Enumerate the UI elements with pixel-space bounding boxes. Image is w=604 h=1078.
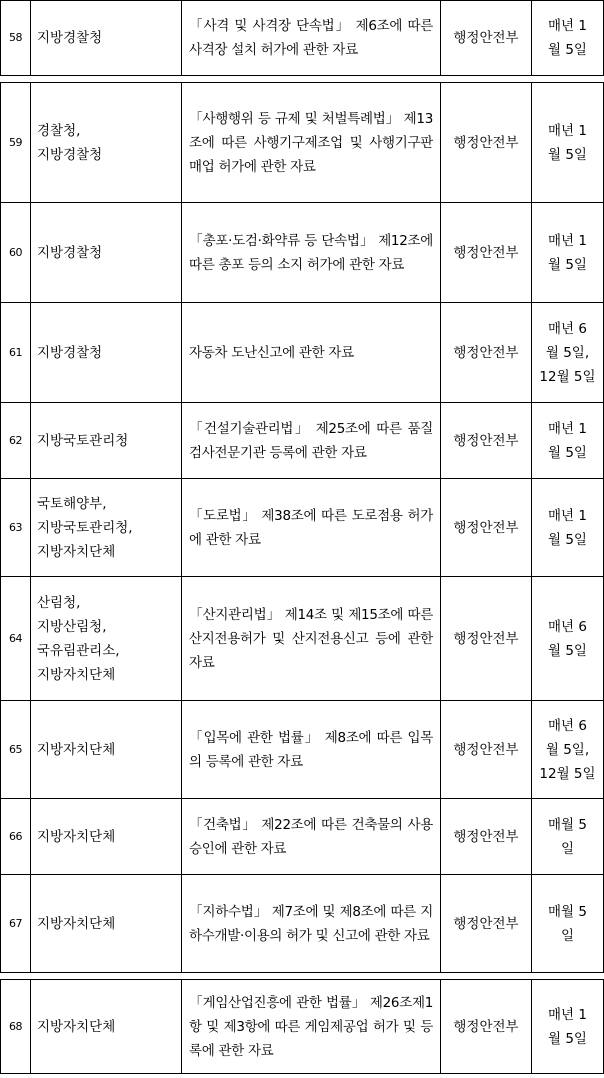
schedule-cell: 매년 1 월 5일 <box>532 403 604 479</box>
row-number: 64 <box>1 577 31 701</box>
content-cell: 「입목에 관한 법률」 제8조에 따른 입목의 등록에 관한 자료 <box>182 701 441 799</box>
agency-cell: 산림청, 지방산림청, 국유림관리소, 지방자치단체 <box>31 577 182 701</box>
table-row <box>1 303 604 403</box>
row-number: 62 <box>1 403 31 479</box>
table-row <box>1 980 604 1074</box>
schedule-cell: 매년 1 월 5일 <box>532 479 604 577</box>
schedule-cell: 매년 6 월 5일 <box>532 577 604 701</box>
row-number: 66 <box>1 799 31 875</box>
department-cell: 행정안전부 <box>441 203 532 303</box>
department-cell: 행정안전부 <box>441 303 532 403</box>
row-number: 63 <box>1 479 31 577</box>
schedule-cell: 매년 1 월 5일 <box>532 203 604 303</box>
table-row <box>1 203 604 303</box>
table-row <box>1 83 604 203</box>
content-cell: 「게임산업진흥에 관한 법률」 제26조제1항 및 제3항에 따른 게임제공업 허가 및 등록에 관한 자료 <box>182 980 441 1074</box>
content-cell: 자동차 도난신고에 관한 자료 <box>182 303 441 403</box>
content-cell: 「산지관리법」 제14조 및 제15조에 따른 산지전용허가 및 산지전용신고 등에 관한 자료 <box>182 577 441 701</box>
department-cell: 행정안전부 <box>441 403 532 479</box>
content-cell: 「사행행위 등 규제 및 처벌특례법」 제13조에 따른 사행기구제조업 및 사행기구판매업 허가에 관한 자료 <box>182 83 441 203</box>
schedule-cell: 매년 1 월 5일 <box>532 980 604 1074</box>
page-gap <box>1 76 604 83</box>
schedule-cell: 매년 1 월 5일 <box>532 1 604 76</box>
content-cell: 「도로법」 제38조에 따른 도로점용 허가에 관한 자료 <box>182 479 441 577</box>
schedule-cell: 매월 5 일 <box>532 875 604 973</box>
agency-cell: 지방경찰청 <box>31 1 182 76</box>
row-number: 61 <box>1 303 31 403</box>
schedule-cell: 매월 5 일 <box>532 799 604 875</box>
content-cell: 「지하수법」 제7조에 및 제8조에 따른 지하수개발·이용의 허가 및 신고에 관한 자료 <box>182 875 441 973</box>
table-row <box>1 875 604 973</box>
row-number: 65 <box>1 701 31 799</box>
row-number: 68 <box>1 980 31 1074</box>
department-cell: 행정안전부 <box>441 1 532 76</box>
row-number: 59 <box>1 83 31 203</box>
agency-cell: 국토해양부, 지방국토관리청, 지방자치단체 <box>31 479 182 577</box>
table-row <box>1 701 604 799</box>
content-cell: 「사격 및 사격장 단속법」 제6조에 따른 사격장 설치 허가에 관한 자료 <box>182 1 441 76</box>
department-cell: 행정안전부 <box>441 799 532 875</box>
table-row <box>1 479 604 577</box>
content-cell: 「총포·도검·화약류 등 단속법」 제12조에 따른 총포 등의 소지 허가에 관한 자료 <box>182 203 441 303</box>
agency-cell: 지방국토관리청 <box>31 403 182 479</box>
schedule-cell: 매년 1 월 5일 <box>532 83 604 203</box>
table-row <box>1 1 604 76</box>
agency-cell: 지방경찰청 <box>31 203 182 303</box>
content-cell: 「건설기술관리법」 제25조에 따른 품질검사전문기관 등록에 관한 자료 <box>182 403 441 479</box>
agency-cell: 지방경찰청 <box>31 303 182 403</box>
row-number: 60 <box>1 203 31 303</box>
table-row <box>1 799 604 875</box>
department-cell: 행정안전부 <box>441 577 532 701</box>
agency-cell: 경찰청, 지방경찰청 <box>31 83 182 203</box>
department-cell: 행정안전부 <box>441 83 532 203</box>
department-cell: 행정안전부 <box>441 875 532 973</box>
content-cell: 「건축법」 제22조에 따른 건축물의 사용승인에 관한 자료 <box>182 799 441 875</box>
department-cell: 행정안전부 <box>441 980 532 1074</box>
row-number: 67 <box>1 875 31 973</box>
schedule-cell: 매년 6 월 5일, 12월 5일 <box>532 701 604 799</box>
schedule-cell: 매년 6 월 5일, 12월 5일 <box>532 303 604 403</box>
department-cell: 행정안전부 <box>441 479 532 577</box>
department-cell: 행정안전부 <box>441 701 532 799</box>
agency-cell: 지방자치단체 <box>31 875 182 973</box>
table-row <box>1 577 604 701</box>
agency-cell: 지방자치단체 <box>31 980 182 1074</box>
page-gap <box>1 973 604 980</box>
agency-cell: 지방자치단체 <box>31 701 182 799</box>
row-number: 58 <box>1 1 31 76</box>
table-row <box>1 403 604 479</box>
agency-cell: 지방자치단체 <box>31 799 182 875</box>
